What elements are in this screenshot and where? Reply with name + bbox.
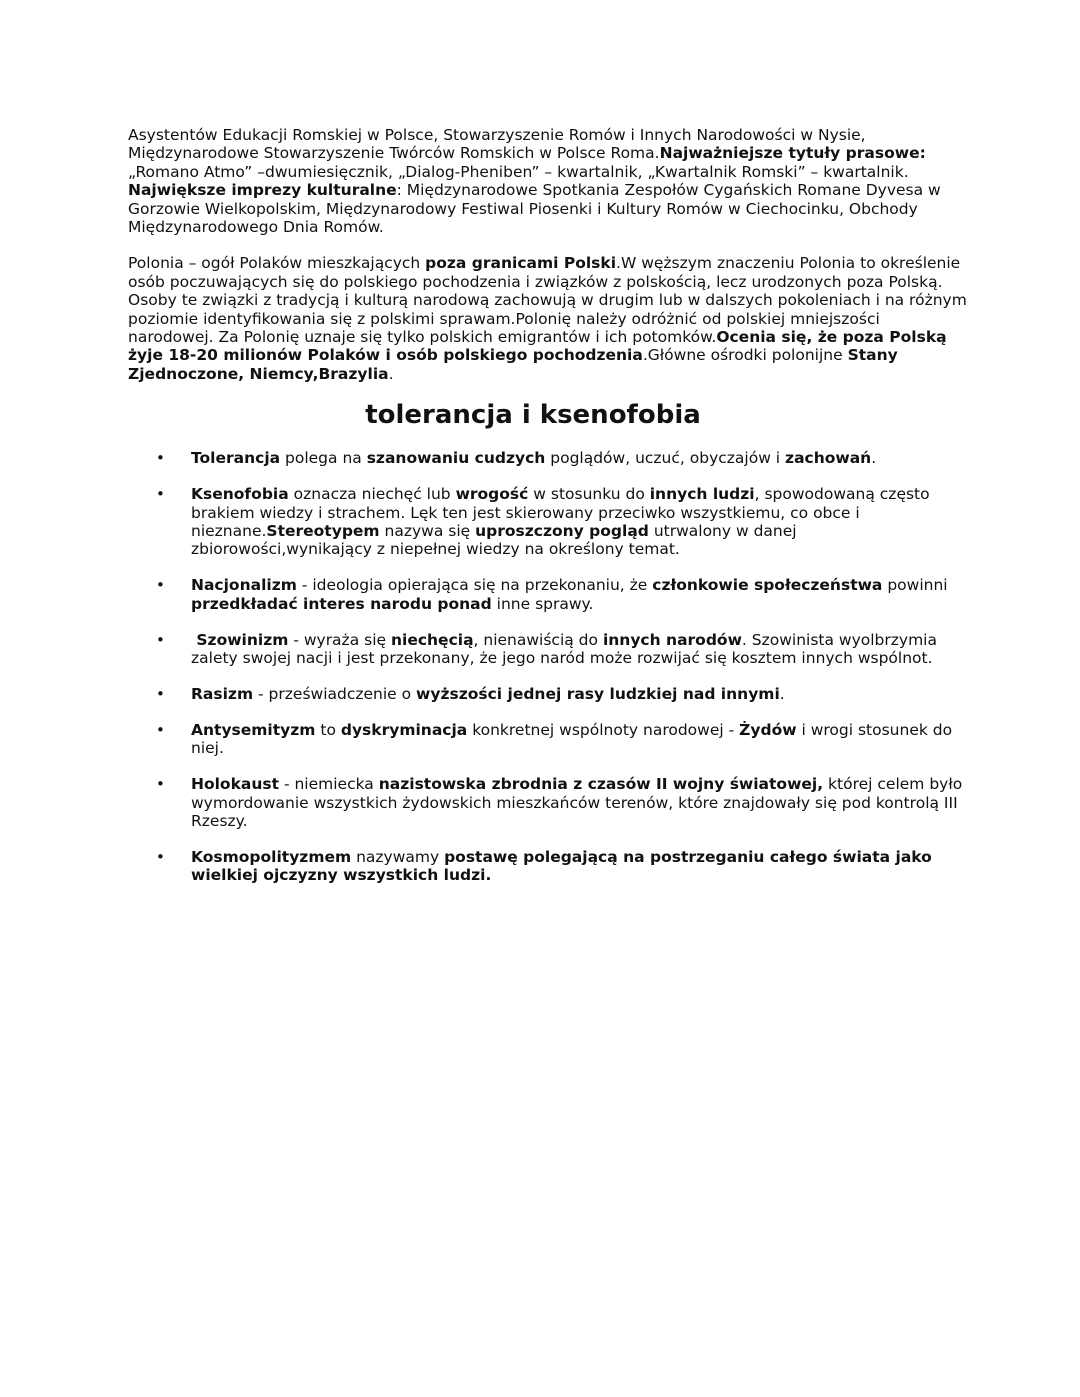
item-text: oznacza niechęć lub <box>288 485 456 504</box>
bullet-icon: • <box>156 775 165 794</box>
paragraph-text: Polonia – ogół Polaków mieszkających <box>128 254 426 273</box>
item-text: . <box>779 684 785 703</box>
item-text: powinni <box>882 576 948 595</box>
bold-text: Ksenofobia <box>191 485 289 504</box>
item-text: . <box>871 449 877 468</box>
list-item-ksenofobia <box>128 485 968 559</box>
paragraph-text: . <box>388 364 394 383</box>
list-item-antysemityzm <box>128 721 968 758</box>
list-item-kosmopolityzm <box>128 848 968 885</box>
bold-text: przedkładać interes narodu ponad <box>191 594 492 613</box>
bold-text: Antysemityzm <box>191 720 316 739</box>
section-heading: tolerancja i ksenofobia <box>365 400 701 431</box>
bold-text: Najważniejsze tytuły prasowe: <box>659 144 926 163</box>
bold-text: innych ludzi <box>649 485 755 504</box>
bullet-icon: • <box>156 630 165 649</box>
bold-text: wyższości jednej rasy ludzkiej nad innymi <box>416 684 780 703</box>
bold-text: Kosmopolityzmem <box>191 847 352 866</box>
item-text: i wrogi stosunek do niej. <box>191 720 953 758</box>
bold-text: szanowaniu cudzych <box>366 449 546 468</box>
bullet-icon: • <box>156 449 165 468</box>
item-text: - przeświadczenie o <box>253 684 417 703</box>
bold-text: Ocenia się, że poza Polską żyje 18-20 milionów Polaków i osób polskiego pochodzenia <box>128 328 947 365</box>
item-text: . Szowinista wyolbrzymia zalety swojej nacji i jest przekonany, że jego naród może rozwijać się kosztem innych wspólnot. <box>191 630 937 668</box>
list-item-rasizm <box>128 685 968 703</box>
definitions-list <box>128 449 968 884</box>
bold-text: Stany Zjednoczone, Niemcy,Brazylia <box>128 346 898 383</box>
list-item-tolerancja <box>128 449 968 467</box>
paragraph-text: : Międzynarodowe Spotkania Zespołów Cygańskich Romane Dyvesa w Gorzowie Wielkopolskim, Międzynarodowy Festiwal Piosenki i Kultury Romów w Ciechocinku, Obchody Międzynarodowego Dnia Romów. <box>128 181 941 237</box>
item-text: poglądów, uczuć, obyczajów i <box>545 449 786 468</box>
bullet-icon: • <box>156 847 165 866</box>
bold-text: Stereotypem <box>266 522 380 540</box>
item-text: polega na <box>280 449 367 468</box>
paragraph-text: .W węższym znaczeniu Polonia to określenie osób poczuwających się do polskiego pochodzenia i związków z polskością, lecz urodzonych poza Polską. Osoby te związki z tradycją i kulturą narodową zachowują w drugim lub w dalszych pokoleniach i na różnym poziomie identyfikowania się z polskimi sprawam.Polonię należy odróżnić od polskiej mniejszości narodowej. Za Polonię uznaje się tylko polskich emigrantów i ich potomków. <box>128 254 967 347</box>
paragraph-text: Asystentów Edukacji Romskiej w Polsce, Stowarzyszenie Romów i Innych Narodowości w Nysie, Międzynarodowe Stowarzyszenie Twórców Romskich w Polsce Roma. <box>128 126 866 163</box>
roma-organizations-paragraph <box>128 126 968 236</box>
bold-text: niechęcią <box>390 630 474 649</box>
bold-text: postawę polegającą na postrzeganiu całego świata jako wielkiej ojczyzny wszystkich ludzi. <box>191 847 932 885</box>
item-text: nazywamy <box>351 847 445 866</box>
item-text: w stosunku do <box>528 485 650 504</box>
bold-text: Szowinizm <box>191 630 289 649</box>
item-text: to <box>315 720 341 739</box>
bullet-icon: • <box>156 576 165 595</box>
item-text: , nienawiścią do <box>473 630 603 649</box>
bold-text: członkowie społeczeństwa <box>652 576 883 595</box>
bold-text: wrogość <box>455 485 529 504</box>
item-text: której celem było wymordowanie wszystkich żydowskich mieszkańców terenów, które znajdowały się pod kontrolą III Rzeszy. <box>191 775 963 830</box>
bold-text: innych narodów <box>602 630 742 649</box>
bold-text: Rasizm <box>191 684 254 703</box>
item-text: , spowodowaną często brakiem wiedzy i strachem. Lęk ten jest skierowany przeciwko wszystkiemu, co obce i nieznane. <box>191 485 930 540</box>
bold-text: Żydów <box>739 720 797 739</box>
bold-text: poza granicami Polski <box>425 254 617 273</box>
bold-text: Holokaust <box>191 775 280 794</box>
document-page <box>128 126 968 902</box>
bold-text: dyskryminacja <box>340 720 468 739</box>
item-text: - ideologia opierająca się na przekonaniu, że <box>296 576 653 595</box>
bold-text: nazistowska zbrodnia z czasów II wojny światowej, <box>378 775 824 794</box>
item-text: utrwalony w danej zbiorowości,wynikający z niepełnej wiedzy na określony temat. <box>191 522 797 559</box>
list-item-holokaust <box>128 775 968 830</box>
item-text: konkretnej wspólnoty narodowej - <box>467 720 740 739</box>
item-text: inne sprawy. <box>491 594 594 613</box>
item-text: - wyraża się <box>288 630 391 649</box>
bold-text: Nacjonalizm <box>191 576 297 595</box>
paragraph-text: .Główne ośrodki polonijne <box>642 346 848 365</box>
bold-text: Największe imprezy kulturalne <box>128 181 397 200</box>
item-text: - niemiecka <box>279 775 379 794</box>
bold-text: Tolerancja <box>191 449 281 468</box>
list-item-nacjonalizm <box>128 576 968 613</box>
bullet-icon: • <box>156 684 165 703</box>
item-text: nazywa się <box>379 522 476 540</box>
list-item-szowinizm <box>128 631 968 668</box>
bold-text: zachowań <box>785 449 872 468</box>
bold-text: uproszczony pogląd <box>475 522 649 540</box>
paragraph-text: „Romano Atmo” –dwumiesięcznik, „Dialog-Pheniben” – kwartalnik, „Kwartalnik Romski” – kwartalnik. <box>128 162 909 181</box>
polonia-paragraph <box>128 254 968 383</box>
bullet-icon: • <box>156 485 165 504</box>
bullet-icon: • <box>156 720 165 739</box>
